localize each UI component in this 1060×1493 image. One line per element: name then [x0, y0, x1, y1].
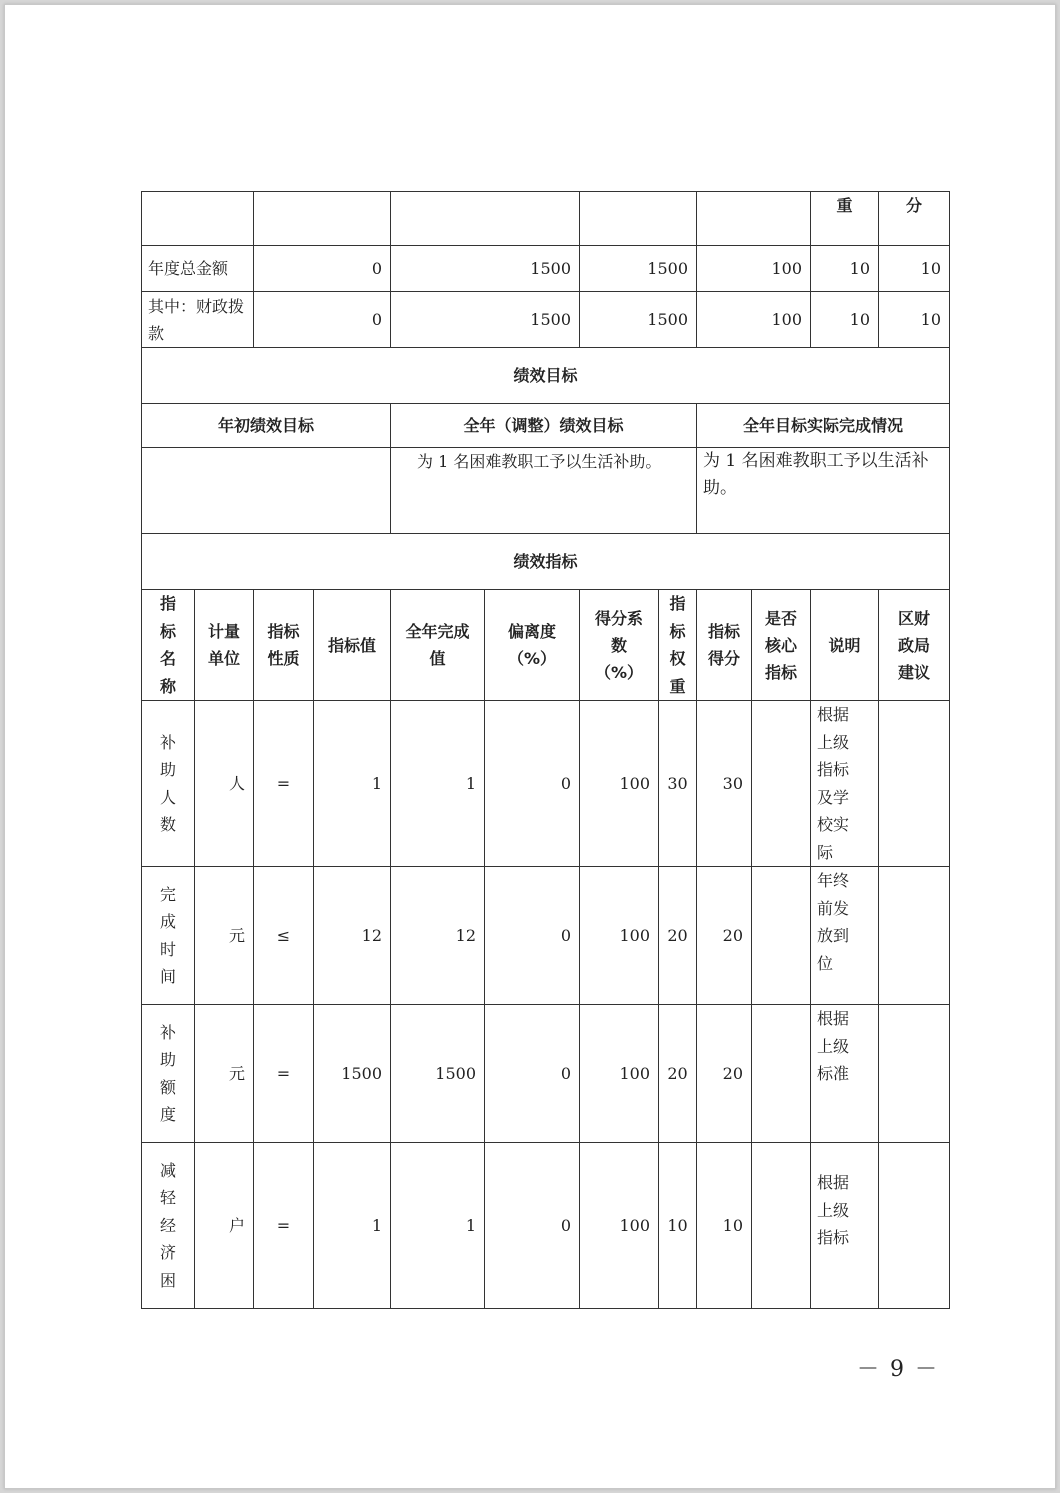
indicator-advice — [879, 1005, 950, 1143]
col-header-weight-text: 指标权重 — [669, 594, 686, 696]
indicator-name — [142, 1005, 195, 1143]
budget-row-label: 年度总金额 — [142, 246, 254, 292]
indicator-score: 30 — [697, 701, 752, 867]
indicator-note-text: 年终前发放到位 — [817, 871, 850, 973]
goals-adjusted-header: 全年（调整）绩效目标 — [391, 404, 697, 448]
goals-actual-text: 为 1 名困难教职工予以生活补助。 — [697, 448, 950, 534]
indicator-advice — [879, 867, 950, 1005]
indicator-deviation: 0 — [485, 1005, 580, 1143]
header-cell-blank — [391, 192, 580, 246]
indicator-coef: 100 — [580, 867, 659, 1005]
indicator-weight: 30 — [659, 701, 697, 867]
indicator-score: 20 — [697, 1005, 752, 1143]
indicator-advice — [879, 1143, 950, 1309]
indicator-unit: 元 — [195, 1005, 254, 1143]
indicator-deviation: 0 — [485, 1143, 580, 1309]
indicator-unit: 元 — [195, 867, 254, 1005]
goals-section-row — [142, 348, 950, 404]
indicator-deviation: 0 — [485, 867, 580, 1005]
col-header-target: 指标值 — [314, 590, 391, 701]
col-header-score-text: 指标得分 — [707, 622, 740, 668]
budget-executed: 1500 — [580, 246, 697, 292]
indicator-advice — [879, 701, 950, 867]
budget-adjusted: 1500 — [391, 292, 580, 348]
col-header-core — [752, 590, 811, 701]
indicator-name-text: 减轻经济困 — [159, 1160, 176, 1290]
indicators-section-title: 绩效指标 — [142, 534, 950, 590]
indicator-actual: 12 — [391, 867, 485, 1005]
indicator-row — [142, 1143, 950, 1309]
indicator-weight: 10 — [659, 1143, 697, 1309]
header-cell-blank — [254, 192, 391, 246]
budget-score: 10 — [879, 246, 950, 292]
budget-weight: 10 — [811, 246, 879, 292]
indicator-nature: = — [254, 1143, 314, 1309]
indicator-nature: = — [254, 1005, 314, 1143]
goals-initial-header: 年初绩效目标 — [142, 404, 391, 448]
indicator-target: 12 — [314, 867, 391, 1005]
indicator-note — [811, 701, 879, 867]
col-header-weight — [659, 590, 697, 701]
indicator-actual: 1 — [391, 701, 485, 867]
indicator-row — [142, 867, 950, 1005]
indicator-target: 1 — [314, 701, 391, 867]
indicator-coef: 100 — [580, 1143, 659, 1309]
goals-section-title: 绩效目标 — [142, 348, 950, 404]
budget-row-label — [142, 292, 254, 348]
page-number: － 9 － — [857, 1357, 939, 1382]
indicator-note — [811, 1005, 879, 1143]
col-header-nature-text: 指标性质 — [267, 622, 300, 668]
indicator-coef: 100 — [580, 701, 659, 867]
budget-row — [142, 246, 950, 292]
goals-adjusted-text: 为 1 名困难教职工予以生活补助。 — [391, 448, 697, 534]
indicator-coef: 100 — [580, 1005, 659, 1143]
indicator-unit: 人 — [195, 701, 254, 867]
indicator-note — [811, 867, 879, 1005]
col-header-name — [142, 590, 195, 701]
performance-table — [141, 191, 950, 1309]
col-header-unit — [195, 590, 254, 701]
col-header-advice-text: 区财政局建议 — [897, 608, 930, 682]
indicator-nature: = — [254, 701, 314, 867]
col-header-unit-text: 计量单位 — [207, 622, 240, 668]
indicator-actual: 1500 — [391, 1005, 485, 1143]
indicator-weight: 20 — [659, 867, 697, 1005]
indicator-note — [811, 1143, 879, 1309]
indicator-note-text: 根据上级标准 — [817, 1009, 850, 1083]
header-cell-blank — [142, 192, 254, 246]
budget-score: 10 — [879, 292, 950, 348]
indicator-unit: 户 — [195, 1143, 254, 1309]
header-cell-blank — [580, 192, 697, 246]
indicator-core — [752, 1143, 811, 1309]
budget-rate: 100 — [697, 246, 811, 292]
budget-row-label-text: 其中：财政拨款 — [148, 296, 245, 343]
budget-weight-header: 重 — [811, 192, 879, 246]
indicator-nature: ≤ — [254, 867, 314, 1005]
indicator-name-text: 补助额度 — [159, 1022, 176, 1124]
col-header-nature — [254, 590, 314, 701]
indicator-actual: 1 — [391, 1143, 485, 1309]
col-header-note: 说明 — [811, 590, 879, 701]
col-header-coef — [580, 590, 659, 701]
indicator-row — [142, 1005, 950, 1143]
budget-header-row — [142, 192, 950, 246]
indicator-name-text: 完成时间 — [159, 884, 176, 986]
budget-weight: 10 — [811, 292, 879, 348]
budget-row — [142, 292, 950, 348]
budget-adjusted: 1500 — [391, 246, 580, 292]
budget-rate: 100 — [697, 292, 811, 348]
indicator-weight: 20 — [659, 1005, 697, 1143]
indicator-deviation: 0 — [485, 701, 580, 867]
budget-executed: 1500 — [580, 292, 697, 348]
budget-initial: 0 — [254, 246, 391, 292]
col-header-deviation — [485, 590, 580, 701]
indicator-name — [142, 867, 195, 1005]
indicators-section-row — [142, 534, 950, 590]
indicator-note-text: 根据上级指标及学校实际 — [817, 705, 850, 862]
goals-header-row — [142, 404, 950, 448]
col-header-coef-text: 得分系数（%） — [594, 608, 644, 682]
indicator-note-text: 根据上级指标 — [817, 1173, 850, 1247]
col-header-actual-text: 全年完成值 — [405, 622, 470, 668]
indicators-header-row — [142, 590, 950, 701]
budget-initial: 0 — [254, 292, 391, 348]
indicator-name — [142, 1143, 195, 1309]
indicator-name — [142, 701, 195, 867]
budget-score-header: 分 — [879, 192, 950, 246]
header-cell-blank — [697, 192, 811, 246]
col-header-score — [697, 590, 752, 701]
indicator-score: 20 — [697, 867, 752, 1005]
goals-actual-header: 全年目标实际完成情况 — [697, 404, 950, 448]
goals-content-row — [142, 448, 950, 534]
goals-initial-text — [142, 448, 391, 534]
indicator-target: 1 — [314, 1143, 391, 1309]
indicator-row — [142, 701, 950, 867]
col-header-core-text: 是否核心指标 — [764, 608, 797, 682]
col-header-actual — [391, 590, 485, 701]
indicator-target: 1500 — [314, 1005, 391, 1143]
indicator-score: 10 — [697, 1143, 752, 1309]
indicator-core — [752, 867, 811, 1005]
col-header-name-text: 指标名称 — [159, 594, 176, 696]
document-page — [4, 4, 1056, 1489]
col-header-deviation-text: 偏离度（%） — [507, 622, 557, 668]
indicator-core — [752, 701, 811, 867]
indicator-core — [752, 1005, 811, 1143]
indicator-name-text: 补助人数 — [159, 732, 176, 834]
col-header-advice — [879, 590, 950, 701]
